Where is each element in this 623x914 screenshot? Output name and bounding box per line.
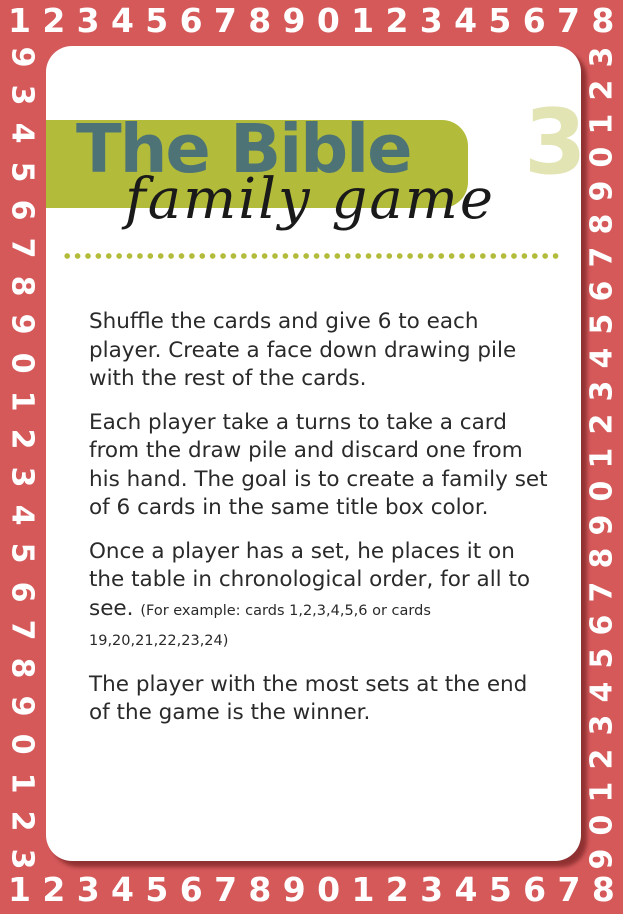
border-digit: 9 [282, 1, 306, 40]
rules-paragraph-2: Each player take a turns to take a card from the draw pile and discard one from his hand. The goal is to create a family set of 6 cards in the same title box color. [89, 409, 548, 520]
border-digit: 7 [584, 581, 619, 602]
border-digit: 7 [4, 619, 39, 641]
border-digit: 3 [419, 1, 444, 40]
border-digit: 8 [248, 870, 272, 909]
border-digit: 7 [214, 870, 238, 909]
border-digit: 5 [4, 543, 39, 564]
border-digit: 8 [591, 1, 615, 40]
border-digit: 0 [316, 1, 341, 40]
dotted-divider [62, 252, 562, 260]
border-digit: 9 [4, 313, 39, 335]
border-digit: 2 [4, 810, 39, 832]
border-digit: 7 [557, 1, 581, 40]
border-digit: 2 [42, 870, 66, 909]
border-digit: 4 [4, 504, 39, 526]
border-digit: 6 [179, 870, 203, 909]
border-digit: 2 [584, 748, 619, 769]
border-digit: 5 [4, 161, 39, 182]
border-digit: 9 [584, 848, 619, 870]
border-digit: 9 [584, 514, 619, 536]
border-digit: 2 [385, 870, 409, 909]
rules-paragraph-1: Shuffle the cards and give 6 to each player. Create a face down drawing pile with the rest of the cards. [89, 309, 517, 391]
border-digit: 1 [584, 113, 619, 135]
border-digit: 3 [76, 1, 101, 40]
border-digit: 4 [454, 870, 478, 909]
border-digit: 4 [584, 347, 619, 369]
border-digit: 8 [4, 275, 39, 297]
border-digit: 8 [584, 213, 619, 235]
border-digit: 3 [4, 84, 39, 106]
border-digit: 1 [8, 1, 32, 40]
rules-paragraph-4: The player with the most sets at the end of the game is the winner. [89, 671, 528, 725]
example-note: (For example: cards 1,2,3,4,5,6 or cards 19,20,21,22,23,24) [89, 602, 431, 649]
border-digit: 9 [282, 870, 306, 909]
border-digit: 6 [584, 614, 619, 636]
border-numbers-top [8, 1, 615, 40]
rules-paragraph-3-text: Once a player has a set, he places it on the table in chronological order, for all to see. [89, 538, 531, 621]
border-digit: 1 [584, 447, 619, 469]
border-digit: 9 [4, 695, 39, 717]
card-subtitle: family game [125, 167, 495, 232]
border-digit: 2 [42, 1, 66, 40]
border-digit: 8 [4, 657, 39, 679]
border-numbers-left [4, 42, 39, 874]
border-digit: 7 [4, 237, 39, 259]
card-title: The Bible [76, 110, 411, 188]
border-digit: 1 [8, 870, 31, 909]
border-digit: 8 [591, 870, 615, 909]
border-digit: 0 [4, 352, 39, 373]
border-digit: 3 [76, 870, 100, 909]
border-numbers-bottom [8, 870, 615, 909]
border-digit: 5 [584, 313, 619, 335]
border-digit: 2 [584, 414, 619, 435]
border-digit: 2 [385, 1, 409, 40]
border-digit: 2 [4, 428, 39, 450]
border-digit: 1 [584, 781, 619, 803]
rules-paragraph-3 [89, 538, 549, 656]
border-digit: 4 [584, 681, 619, 703]
border-digit: 0 [4, 733, 39, 755]
rules-text [89, 308, 549, 743]
border-digit: 1 [351, 870, 375, 909]
border-digit: 0 [584, 480, 619, 502]
border-digit: 3 [4, 466, 39, 488]
border-digit: 8 [248, 1, 272, 40]
border-digit: 3 [584, 714, 619, 736]
border-numbers-right [584, 42, 619, 874]
border-digit: 1 [4, 390, 39, 412]
border-digit: 3 [420, 870, 444, 909]
border-digit: 6 [4, 581, 39, 603]
border-digit: 1 [4, 772, 39, 793]
border-digit: 6 [4, 199, 39, 221]
border-digit: 4 [110, 1, 135, 40]
border-digit: 6 [584, 280, 619, 302]
card-number: 3 [524, 90, 587, 195]
border-digit: 4 [111, 870, 134, 909]
border-digit: 3 [584, 46, 619, 68]
border-digit: 5 [488, 870, 512, 909]
border-digit: 9 [4, 46, 39, 68]
border-digit: 5 [488, 1, 512, 40]
border-digit: 2 [584, 79, 619, 101]
border-digit: 5 [584, 647, 619, 669]
border-digit: 5 [145, 1, 169, 40]
border-digit: 3 [4, 848, 39, 870]
border-digit: 6 [523, 870, 547, 909]
border-digit: 9 [584, 180, 619, 202]
border-digit: 4 [454, 1, 478, 40]
border-digit: 7 [557, 870, 581, 909]
border-digit: 7 [584, 247, 619, 268]
border-digit: 0 [317, 870, 341, 909]
border-digit: 4 [4, 122, 39, 144]
border-digit: 8 [584, 547, 619, 569]
border-digit: 0 [584, 146, 619, 168]
border-digit: 6 [179, 1, 204, 40]
border-digit: 0 [584, 814, 619, 836]
border-digit: 5 [145, 870, 169, 909]
border-digit: 1 [351, 1, 375, 40]
border-digit: 6 [522, 1, 547, 40]
border-digit: 7 [213, 1, 238, 40]
border-digit: 3 [584, 380, 619, 402]
